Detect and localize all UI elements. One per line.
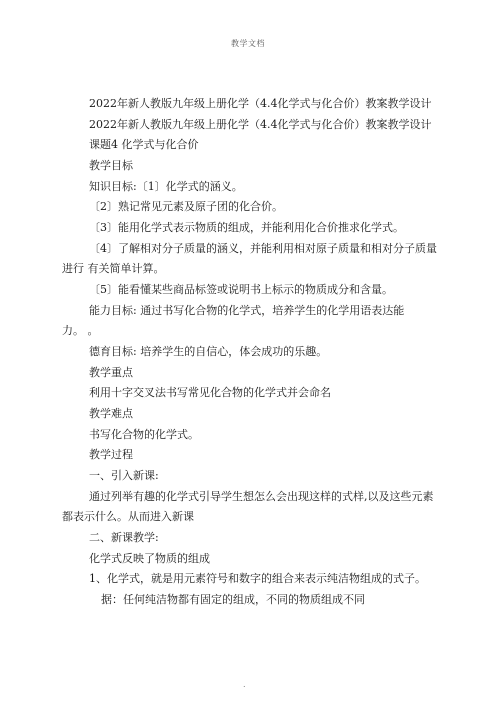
- paragraph-line: 通过列举有趣的化学式引导学生想怎么会出现这样的式样,以及这些元素: [89, 490, 434, 503]
- section-heading: 教学过程: [89, 448, 133, 461]
- page-header: 教学文档: [231, 39, 265, 48]
- paragraph-line: 据：任何纯洁物都有固定的组成，不同的物质组成不同: [101, 593, 365, 606]
- section-heading: 一、引入新课:: [89, 469, 159, 482]
- paragraph-line: 都表示什么。从而进入新课: [62, 510, 194, 523]
- paragraph-line: 〔3〕能用化学式表示物质的组成，并能利用化合价推求化学式。: [89, 221, 404, 234]
- paragraph-line: 德育目标: 培养学生的自信心，体会成功的乐趣。: [89, 345, 328, 358]
- paragraph-line: 〔4〕了解相对分子质量的涵义，并能利用相对原子质量和相对分子质量: [89, 242, 437, 255]
- section-heading: 二、新课教学:: [89, 531, 159, 544]
- paragraph-line: 化学式反映了物质的组成: [89, 552, 210, 565]
- section-heading: 教学难点: [89, 407, 133, 420]
- section-heading: 教学目标: [89, 159, 133, 172]
- paragraph-line: 〔2〕熟记常见元素及原子团的化合价。: [89, 200, 283, 213]
- footer-mark: .: [243, 680, 246, 689]
- paragraph-line: 知识目标:〔1〕化学式的涵义。: [89, 180, 243, 193]
- title-line-1: 2022年新人教版九年级上册化学（4.4化学式与化合价）教案教学设计: [89, 97, 432, 110]
- section-heading: 教学重点: [89, 366, 133, 379]
- paragraph-line: 力。 。: [62, 324, 99, 337]
- title-line-2: 2022年新人教版九年级上册化学（4.4化学式与化合价）教案教学设计: [89, 118, 432, 131]
- paragraph-line: 能力目标: 通过书写化合物的化学式，培养学生的化学用语表达能: [89, 304, 405, 317]
- paragraph-line: 书写化合物的化学式。: [89, 428, 199, 441]
- lesson-title: 课题4 化学式与化合价: [89, 138, 199, 151]
- paragraph-line: 利用十字交叉法书写常见化合物的化学式并会命名: [89, 386, 331, 399]
- paragraph-line: 进行 有关简单计算。: [62, 262, 165, 275]
- paragraph-line: 1、化学式，就是用元素符号和数字的组合来表示纯洁物组成的式子。: [89, 572, 426, 585]
- paragraph-line: 〔5〕能看懂某些商品标签或说明书上标示的物质成分和含量。: [89, 283, 393, 296]
